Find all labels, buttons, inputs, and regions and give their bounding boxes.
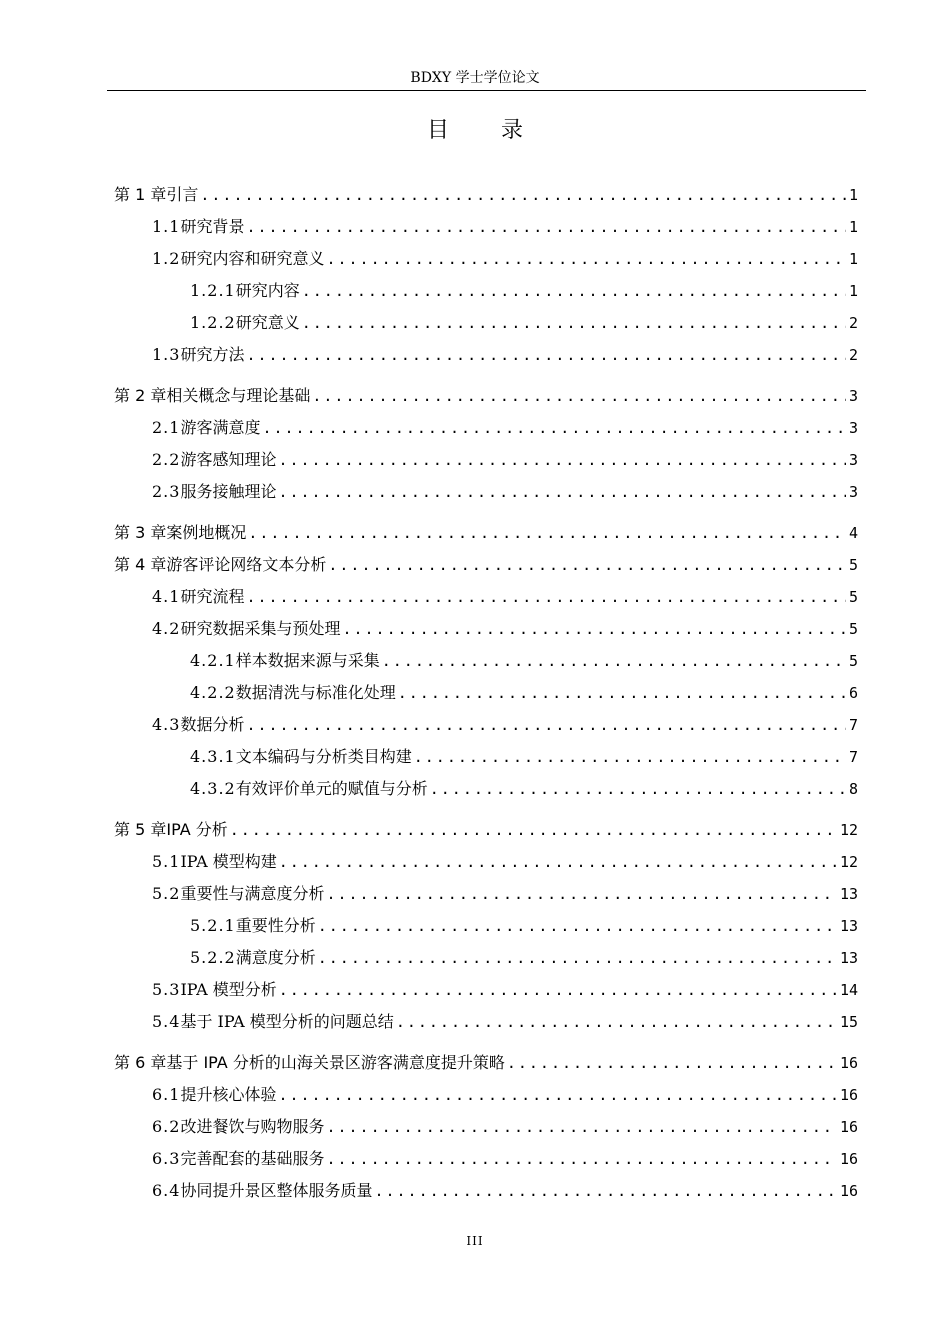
toc-entry-number: 第 4 章 — [114, 555, 167, 574]
toc-entry[interactable] — [114, 521, 858, 545]
toc-dot-leader — [246, 713, 846, 737]
toc-entry[interactable] — [190, 914, 858, 938]
toc-entry-number: 1.2.1 — [190, 281, 236, 300]
toc-entry-title: 研究流程 — [180, 587, 245, 606]
toc-dot-leader — [302, 311, 846, 335]
toc-entry[interactable] — [114, 1051, 858, 1075]
toc-entry-title: 研究方法 — [180, 345, 245, 364]
toc-entry-number: 第 3 章 — [114, 523, 167, 542]
toc-entry-title: 相关概念与理论基础 — [166, 386, 311, 405]
toc-entry-page: 8 — [848, 780, 858, 798]
toc-entry-page: 1 — [848, 282, 858, 300]
toc-entry-title: 游客满意度 — [180, 418, 261, 437]
toc-entry-page: 15 — [839, 1013, 858, 1031]
toc-entry[interactable] — [152, 978, 858, 1002]
toc-entry-page: 1 — [848, 186, 858, 204]
toc-entry-number: 第 2 章 — [114, 386, 167, 405]
toc-entry-page: 13 — [839, 917, 858, 935]
toc-entry-number: 6.1 — [152, 1085, 181, 1104]
toc-dot-leader — [302, 279, 846, 303]
toc-entry-title: 文本编码与分析类目构建 — [235, 747, 412, 766]
toc-entry-title: 改进餐饮与购物服务 — [180, 1117, 325, 1136]
toc-entry-page: 7 — [848, 716, 858, 734]
toc-entry-page: 7 — [848, 748, 858, 766]
toc-dot-leader — [382, 649, 846, 673]
toc-entry[interactable] — [152, 1179, 858, 1203]
toc-entry-page: 2 — [848, 314, 858, 332]
toc-entry-title: 基于 IPA 分析的山海关景区游客满意度提升策略 — [166, 1053, 505, 1072]
toc-entry-title: 数据分析 — [180, 715, 245, 734]
toc-entry-page: 1 — [848, 250, 858, 268]
toc-entry[interactable] — [114, 384, 858, 408]
toc-entry-title: 服务接触理论 — [180, 482, 277, 501]
toc-entry-number: 1.2.2 — [190, 313, 236, 332]
toc-dot-leader — [326, 1147, 836, 1171]
toc-dot-leader — [396, 1010, 837, 1034]
toc-dot-leader — [279, 978, 837, 1002]
toc-entry-title: 数据清洗与标准化处理 — [235, 683, 396, 702]
toc-entry-title: 引言 — [166, 185, 199, 204]
toc-entry-number: 6.4 — [152, 1181, 181, 1200]
toc-entry-number: 4.2.1 — [190, 651, 236, 670]
toc-entry[interactable] — [152, 1083, 858, 1107]
toc-entry-page: 3 — [848, 419, 858, 437]
toc-entry-number: 2.2 — [152, 450, 181, 469]
toc-dot-leader — [278, 1083, 836, 1107]
toc-entry[interactable] — [190, 777, 858, 801]
toc-entry-page: 16 — [839, 1086, 858, 1104]
toc-entry-number: 2.3 — [152, 482, 181, 501]
toc-entry-number: 5.4 — [152, 1012, 181, 1031]
toc-entry-title: 案例地概况 — [166, 523, 247, 542]
toc-entry[interactable] — [152, 882, 858, 906]
toc-entry[interactable] — [152, 1010, 858, 1034]
toc-entry-title: 研究内容和研究意义 — [180, 249, 325, 268]
toc-entry-number: 4.2.2 — [190, 683, 236, 702]
toc-entry-title: 完善配套的基础服务 — [180, 1149, 325, 1168]
toc-entry[interactable] — [114, 553, 858, 577]
toc-entry[interactable] — [190, 311, 858, 335]
toc-entry-title: 基于 IPA 模型分析的问题总结 — [180, 1012, 394, 1031]
toc-entry-title: 重要性分析 — [235, 916, 316, 935]
toc-entry-title: 重要性与满意度分析 — [180, 884, 325, 903]
toc-entry-page: 2 — [848, 346, 858, 364]
toc-title: 目录 — [426, 118, 575, 143]
toc-dot-leader — [398, 681, 846, 705]
toc-entry[interactable] — [152, 416, 858, 440]
toc-entry-number: 5.1 — [152, 852, 181, 871]
toc-entry-page: 6 — [848, 684, 858, 702]
toc-entry-number: 4.3.1 — [190, 747, 236, 766]
toc-entry-page: 3 — [848, 483, 858, 501]
toc-entry-number: 6.3 — [152, 1149, 181, 1168]
toc-entry[interactable] — [152, 215, 858, 239]
toc-entry[interactable] — [152, 448, 858, 472]
toc-dot-leader — [318, 946, 837, 970]
toc-entry-number: 第 5 章 — [114, 820, 167, 839]
toc-entry-page: 16 — [839, 1182, 858, 1200]
toc-dot-leader — [262, 416, 846, 440]
toc-entry[interactable] — [152, 850, 858, 874]
toc-entry[interactable] — [152, 617, 858, 641]
toc-entry[interactable] — [152, 480, 858, 504]
toc-entry-page: 12 — [839, 821, 858, 839]
toc-entry[interactable] — [114, 183, 858, 207]
toc-entry[interactable] — [114, 818, 858, 842]
toc-entry-title: 样本数据来源与采集 — [235, 651, 380, 670]
toc-entry-number: 4.3 — [152, 715, 181, 734]
toc-entry[interactable] — [152, 247, 858, 271]
toc-entry-title: 研究数据采集与预处理 — [180, 619, 341, 638]
toc-entry-title: 研究意义 — [235, 313, 300, 332]
toc-entry-page: 5 — [848, 556, 858, 574]
toc-dot-leader — [430, 777, 846, 801]
toc-entry-number: 第 1 章 — [114, 185, 167, 204]
toc-dot-leader — [328, 553, 846, 577]
toc-entry[interactable] — [190, 649, 858, 673]
toc-entry-title: 游客感知理论 — [180, 450, 277, 469]
toc-entry-number: 4.2 — [152, 619, 181, 638]
toc-dot-leader — [414, 745, 846, 769]
toc-entry-number: 5.3 — [152, 980, 181, 999]
toc-entry-page: 3 — [848, 387, 858, 405]
toc-entry-title: 有效评价单元的赋值与分析 — [235, 779, 428, 798]
toc-dot-leader — [318, 914, 837, 938]
toc-dot-leader — [312, 384, 846, 408]
toc-entry-page: 12 — [839, 853, 858, 871]
toc-entry-number: 5.2.2 — [190, 948, 236, 967]
toc-entry[interactable] — [190, 279, 858, 303]
toc-entry-number: 1.1 — [152, 217, 181, 236]
toc-dot-leader — [342, 617, 846, 641]
toc-dot-leader — [507, 1051, 837, 1075]
toc-entry-page: 5 — [848, 652, 858, 670]
toc-entry-number: 4.3.2 — [190, 779, 236, 798]
toc-entry-page: 13 — [839, 885, 858, 903]
toc-entry-title: IPA 模型分析 — [180, 980, 277, 999]
toc-entry-title: 满意度分析 — [235, 948, 316, 967]
toc-dot-leader — [374, 1179, 836, 1203]
toc-entry-page: 1 — [848, 218, 858, 236]
page-number: III — [466, 1234, 484, 1248]
toc-entry-number: 第 6 章 — [114, 1053, 167, 1072]
toc-entry-number: 5.2.1 — [190, 916, 236, 935]
toc-entry-page: 16 — [839, 1054, 858, 1072]
running-header: BDXY 学士学位论文 — [410, 70, 540, 86]
toc-dot-leader — [246, 585, 846, 609]
toc-entry-number: 6.2 — [152, 1117, 181, 1136]
toc-entry[interactable] — [152, 585, 858, 609]
toc-entry-number: 2.1 — [152, 418, 181, 437]
toc-entry-number: 4.1 — [152, 587, 181, 606]
toc-entry-number: 1.3 — [152, 345, 181, 364]
toc-entry-page: 16 — [839, 1150, 858, 1168]
toc-dot-leader — [278, 448, 846, 472]
toc-entry-number: 1.2 — [152, 249, 181, 268]
toc-entry-title: 研究内容 — [235, 281, 300, 300]
toc-entry-title: 研究背景 — [180, 217, 245, 236]
toc-entry-title: IPA 模型构建 — [180, 852, 277, 871]
toc-dot-leader — [230, 818, 837, 842]
toc-dot-leader — [279, 850, 837, 874]
toc-entry-title: 提升核心体验 — [180, 1085, 277, 1104]
toc-dot-leader — [326, 882, 836, 906]
toc-dot-leader — [246, 343, 846, 367]
toc-entry[interactable] — [152, 713, 858, 737]
toc-dot-leader — [278, 480, 846, 504]
toc-dot-leader — [326, 247, 846, 271]
toc-dot-leader — [326, 1115, 836, 1139]
toc-dot-leader — [246, 215, 846, 239]
toc-entry[interactable] — [152, 1115, 858, 1139]
toc-entry-page: 16 — [839, 1118, 858, 1136]
toc-entry-page: 14 — [839, 981, 858, 999]
toc-entry[interactable] — [152, 1147, 858, 1171]
toc-entry[interactable] — [190, 681, 858, 705]
toc-entry-page: 5 — [848, 588, 858, 606]
toc-entry-title: 游客评论网络文本分析 — [166, 555, 327, 574]
toc-entry-page: 5 — [848, 620, 858, 638]
toc-entry[interactable] — [190, 946, 858, 970]
toc-entry-page: 13 — [839, 949, 858, 967]
toc-entry-page: 4 — [848, 524, 858, 542]
toc-entry-page: 3 — [848, 451, 858, 469]
toc-dot-leader — [200, 183, 846, 207]
toc-entry-title: IPA 分析 — [166, 820, 228, 839]
toc-dot-leader — [248, 521, 846, 545]
toc-entry[interactable] — [152, 343, 858, 367]
toc-entry[interactable] — [190, 745, 858, 769]
toc-entry-number: 5.2 — [152, 884, 181, 903]
toc-entry-title: 协同提升景区整体服务质量 — [180, 1181, 373, 1200]
